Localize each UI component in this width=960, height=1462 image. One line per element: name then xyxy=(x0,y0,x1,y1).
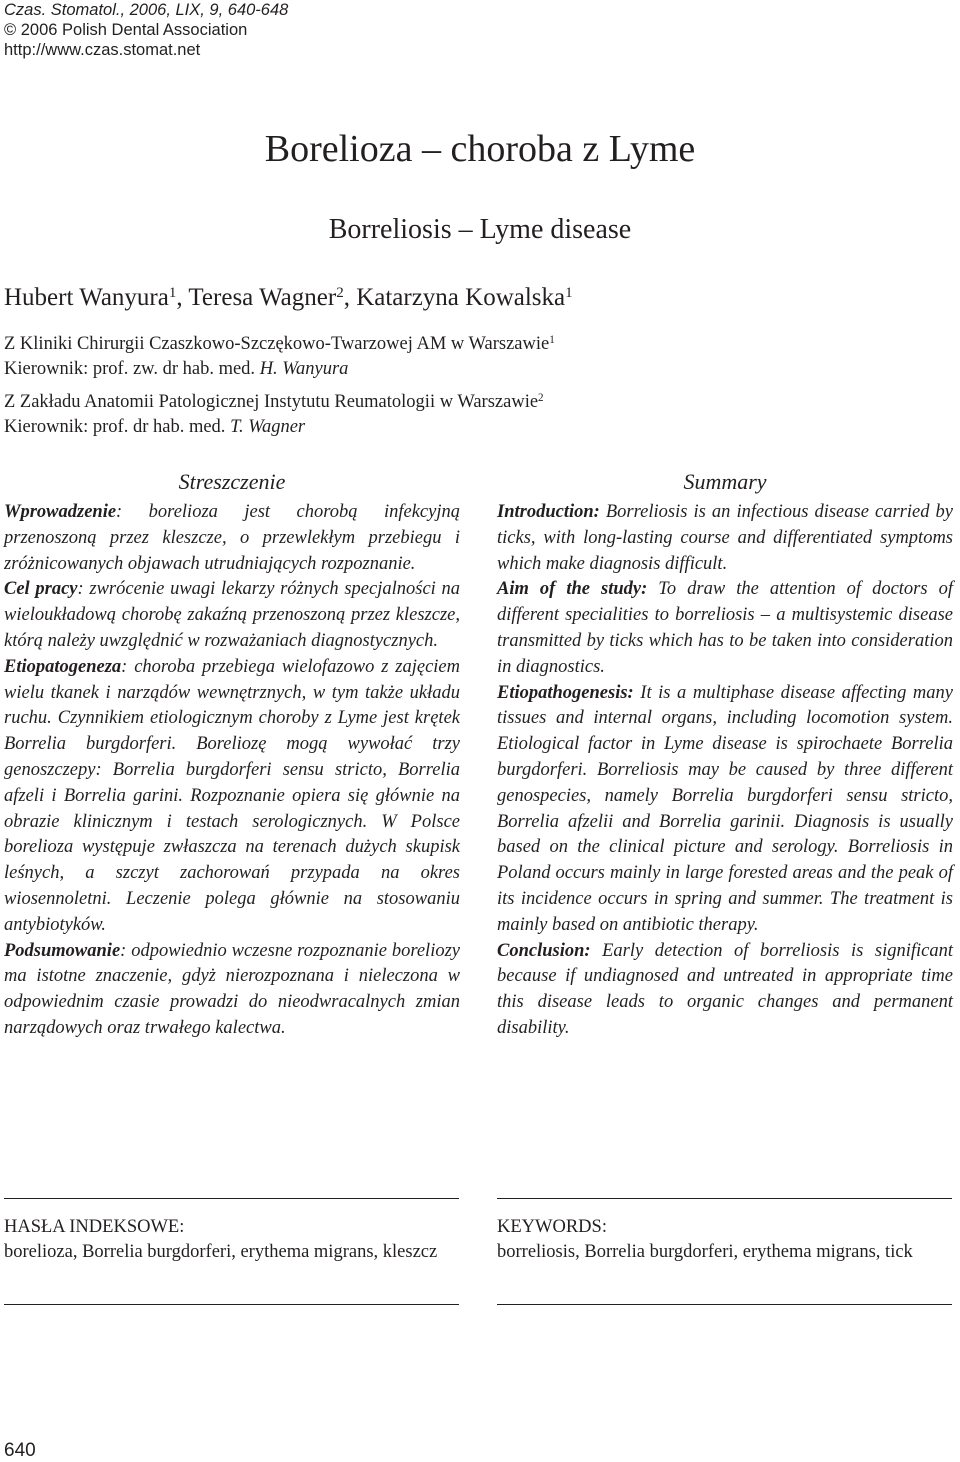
affiliation-text: Z Kliniki Chirurgii Czaszkowo-Szczękowo-Twarzowej AM w Warszawie xyxy=(4,334,550,354)
section-label: Introduction: xyxy=(497,502,600,522)
section-label: Wprowadzenie xyxy=(4,502,117,522)
keywords-english xyxy=(497,1215,957,1265)
abstract-english xyxy=(497,469,954,1042)
journal-citation: Czas. Stomatol., 2006, LIX, 9, 640-648 xyxy=(4,1,289,19)
keywords-text: borelioza, Borrelia burgdorferi, erythema migrans, kleszcz xyxy=(4,1242,438,1262)
abstract-paragraph xyxy=(4,655,460,939)
abstract-paragraph xyxy=(4,500,460,577)
abstract-heading: Streszczenie xyxy=(178,469,286,494)
author-separator: , xyxy=(343,284,357,311)
author-affiliation-mark: 2 xyxy=(336,284,344,301)
section-text: To draw the attention of doctors of different specialities to borreliosis – a multisystemic disease transmitted by ticks which has to be taken into consideration in diagnostics. xyxy=(497,579,954,677)
affiliation-head-prefix: Kierownik: prof. zw. dr hab. med. xyxy=(4,359,260,379)
affiliation-text: Z Zakładu Anatomii Patologicznej Instytutu Reumatologii w Warszawie xyxy=(4,392,539,412)
abstract-paragraph xyxy=(497,681,953,939)
divider xyxy=(497,1198,952,1199)
abstract-paragraph xyxy=(4,939,460,1042)
section-label: Etiopatogeneza xyxy=(4,656,122,677)
keywords-heading: HASŁA INDEKSOWE: xyxy=(4,1217,185,1237)
author-name: Katarzyna Kowalska xyxy=(356,284,566,311)
section-text: : odpowiednio wczesne rozpoznanie boreliozy ma istotne znaczenie, gdyż nierozpoznana i nieleczona w odpowiednim czasie prowadzi do nieodwracalnych zmian narządowych oraz trwałego kalectwa. xyxy=(4,940,460,1038)
keywords-text: borreliosis, Borrelia burgdorferi, erythema migrans, tick xyxy=(497,1242,913,1262)
author-list xyxy=(4,280,573,316)
author-name: Teresa Wagner xyxy=(188,284,337,311)
journal-header xyxy=(4,0,288,60)
copyright-line: © 2006 Polish Dental Association xyxy=(4,21,248,39)
section-text: Borreliosis is an infectious disease carried by ticks, with long-lasting course and differentiated symptoms which make diagnosis difficult. xyxy=(497,502,953,574)
section-label: Conclusion: xyxy=(497,940,591,961)
author-affiliation-mark: 1 xyxy=(168,284,177,301)
keywords-polish xyxy=(4,1215,464,1265)
author-affiliation-mark: 1 xyxy=(565,284,573,301)
affiliation-mark: 2 xyxy=(538,391,544,404)
article-title: Borelioza – choroba z Lyme xyxy=(264,128,696,170)
affiliation-mark: 1 xyxy=(549,333,555,346)
divider xyxy=(4,1198,459,1199)
abstract-paragraph xyxy=(497,577,953,680)
abstract-paragraph xyxy=(4,577,460,654)
divider xyxy=(4,1304,459,1305)
section-label: Aim of the study: xyxy=(497,579,648,600)
affiliation-2 xyxy=(4,390,544,440)
section-label: Cel pracy xyxy=(4,579,78,600)
section-text: It is a multiphase disease affecting many tissues and internal organs, including locomotion system. Etiological factor in Lyme disease is spirochaete Borrelia burgdorferi. Borreliosis may be caused by three different genospecies, namely Borrelia burgdorferi sensu stricto, Borrelia afzelii and Borrelia garinii. Diagnosis is usually based on the clinical picture and serology. Borreliosis in Poland occurs mainly in large forested areas and the peak of its incidence occurs in spring and summer. The treatment is mainly based on antibiotic therapy. xyxy=(497,682,953,935)
affiliation-1 xyxy=(4,332,555,382)
section-label: Podsumowanie xyxy=(4,940,121,961)
section-text: Early detection of borreliosis is significant because if undiagnosed and untreated in appropriate time this disease leads to organic changes and permanent disability. xyxy=(497,940,953,1038)
affiliation-head-name: H. Wanyura xyxy=(259,359,349,379)
page-number: 640 xyxy=(4,1440,36,1461)
keywords-heading: KEYWORDS: xyxy=(497,1217,607,1237)
abstract-heading: Summary xyxy=(683,469,767,494)
journal-url[interactable]: http://www.czas.stomat.net xyxy=(4,41,201,59)
section-label: Etiopathogenesis: xyxy=(497,682,634,703)
section-text: : borelioza jest chorobą infekcyjną przenoszoną przez kleszcze, o przewlekłym przebiegu i zróżnicowanych objawach utrudniających rozpoznanie. xyxy=(4,502,460,574)
affiliation-head-prefix: Kierownik: prof. dr hab. med. xyxy=(4,417,231,437)
article-subtitle: Borreliosis – Lyme disease xyxy=(328,214,632,245)
section-text: : zwrócenie uwagi lekarzy różnych specjalności na wieloukładową chorobę zakaźną przenoszoną przez kleszcze, którą należy uwzględnić w rozważaniach diagnostycznych. xyxy=(4,579,461,651)
author-name: Hubert Wanyura xyxy=(4,284,169,311)
section-text: : choroba przebiega wielofazowo z zajęciem wielu tkanek i narządów wewnętrznych, w tym także układu ruchu. Czynnikiem etiologicznym choroby z Lyme jest krętek Borrelia burgdorferi. Boreliozę mogą wywołać trzy genoszczepy: Borrelia burgdorferi sensu stricto, Borrelia afzeli i Borrelia garini. Rozpoznanie opiera się głównie na obrazie klinicznym i testach serologicznych. W Polsce borelioza występuje zwłaszcza na terenach dużych skupisk leśnych, a szczyt zachorowań przypada na okres wiosennoletni. Leczenie polega głównie na stosowaniu antybiotyków. xyxy=(4,656,460,935)
divider xyxy=(497,1304,952,1305)
abstract-paragraph xyxy=(497,939,953,1042)
abstract-paragraph xyxy=(497,500,953,577)
abstract-polish xyxy=(4,469,461,1042)
affiliation-head-name: T. Wagner xyxy=(230,417,306,437)
author-separator: , xyxy=(176,284,189,311)
